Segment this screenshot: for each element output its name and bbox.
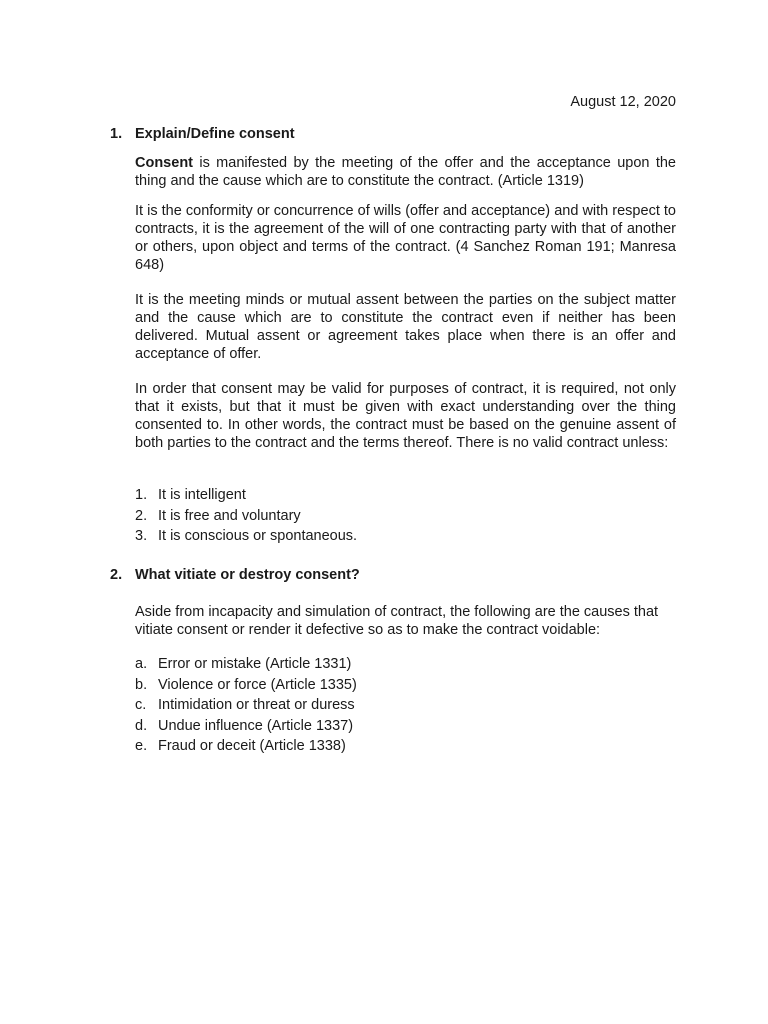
consent-definition-paragraph [135, 154, 676, 190]
conformity-paragraph: It is the conformity or concurrence of wills (offer and acceptance) and with respect to contracts, it is the agreement of the will of one contracting party with that of another or others, upon object and terms of the contract. (4 Sanchez Roman 191; Manresa 648) [135, 203, 676, 273]
list-item: 3. It is conscious or spontaneous. [135, 528, 358, 544]
section-2-heading [110, 566, 360, 584]
list-item: c. Intimidation or threat or duress [135, 697, 355, 713]
section-number: 2. [110, 567, 123, 583]
list-item: 2. It is free and voluntary [135, 507, 301, 524]
section-1-heading [110, 125, 295, 143]
valid-consent-paragraph: In order that consent may be valid for purposes of contract, it is required, not only that it exists, but that it must be given with exact understanding over the thing consented to. In other words, the contract must be based on the genuine assent of both parties to the contract and the terms thereof. There is no valid contract unless: [135, 381, 676, 451]
section-title: What vitiate or destroy consent? [135, 567, 360, 583]
vitiating-causes-paragraph: Aside from incapacity and simulation of contract, the following are the causes that vitiate consent or render it defective so as to make the contract voidable: [135, 604, 659, 638]
list-item: b. Violence or force (Article 1335) [135, 676, 357, 693]
consent-definition-text: is manifested by the meeting of the offer and the acceptance upon the thing and the cause which are to constitute the contract. (Article 1319) [135, 155, 676, 189]
section-title: Explain/Define consent [135, 126, 295, 142]
consent-requirements-list [135, 485, 676, 547]
section-number: 1. [110, 126, 123, 142]
document-date: August 12, 2020 [570, 94, 676, 110]
list-item: e. Fraud or deceit (Article 1338) [135, 738, 346, 754]
vitiating-causes-list [135, 654, 676, 757]
meeting-minds-paragraph: It is the meeting minds or mutual assent between the parties on the subject matter and the cause which are to constitute the contract even if neither has been delivered. Mutual assent or agreement takes place when there is an offer and acceptance of offer. [135, 292, 676, 362]
list-item: d. Undue influence (Article 1337) [135, 717, 354, 734]
consent-term: Consent [135, 155, 193, 171]
list-item: 1. It is intelligent [135, 487, 246, 503]
list-item: a. Error or mistake (Article 1331) [135, 656, 352, 672]
